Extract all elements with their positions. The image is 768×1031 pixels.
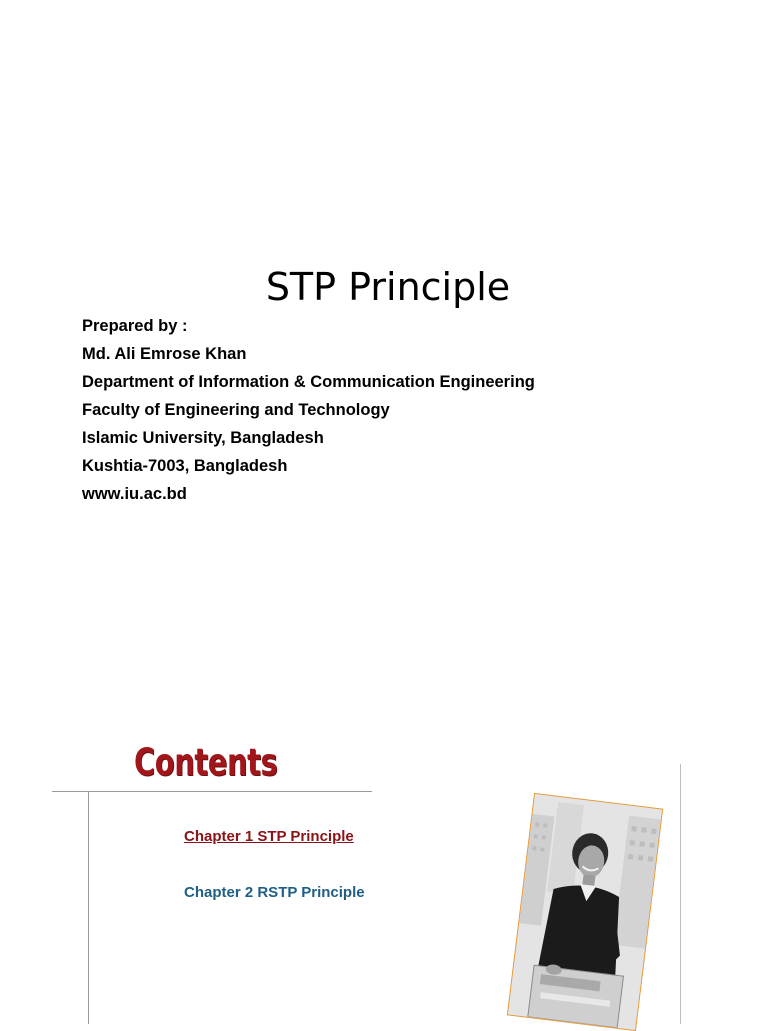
woman-photo xyxy=(507,793,663,1031)
address: Kushtia-7003, Bangladesh xyxy=(82,457,288,475)
contents-divider-vertical xyxy=(88,792,89,1024)
contents-heading: Contents xyxy=(134,741,278,784)
website: www.iu.ac.bd xyxy=(82,485,187,503)
photo-illustration xyxy=(508,794,662,1030)
author-name: Md. Ali Emrose Khan xyxy=(82,345,247,363)
author-info xyxy=(82,312,535,508)
page-divider-vertical xyxy=(680,764,681,1024)
faculty: Faculty of Engineering and Technology xyxy=(82,401,390,419)
contents-divider-horizontal xyxy=(52,791,372,792)
page-title: STP Principle xyxy=(265,265,511,310)
chapter-1-link[interactable]: Chapter 1 STP Principle xyxy=(184,828,354,845)
department: Department of Information & Communication Engineering xyxy=(82,373,535,391)
prepared-by-label: Prepared by : xyxy=(82,317,188,335)
chapter-2-link[interactable]: Chapter 2 RSTP Principle xyxy=(184,884,365,901)
university: Islamic University, Bangladesh xyxy=(82,429,324,447)
